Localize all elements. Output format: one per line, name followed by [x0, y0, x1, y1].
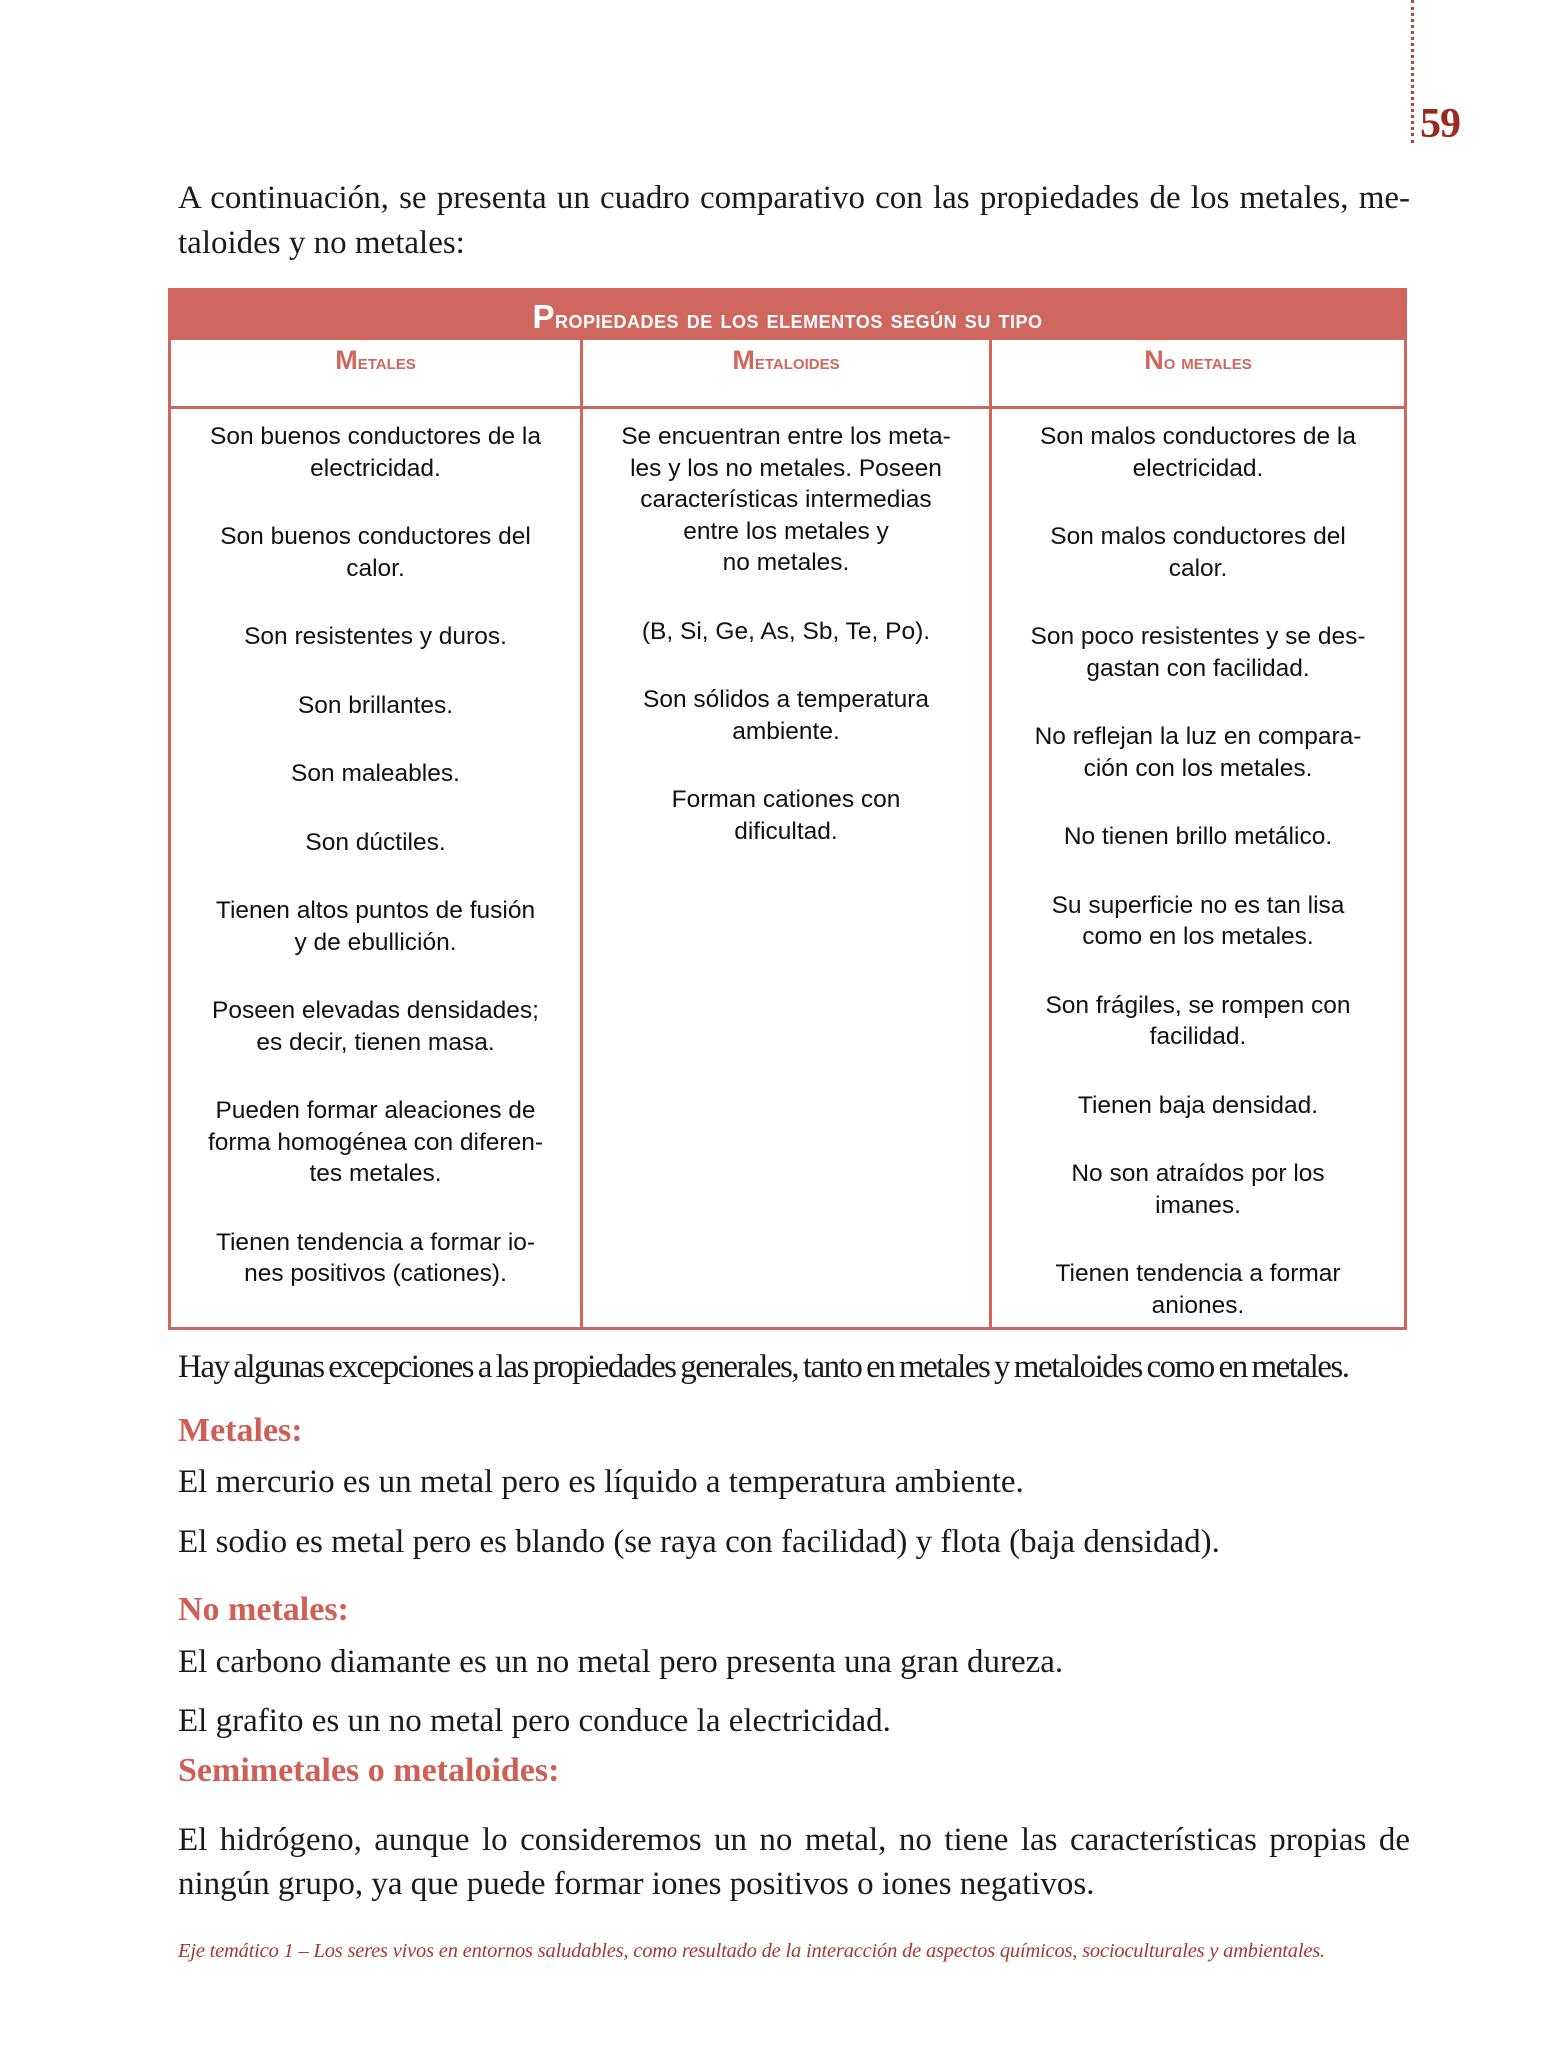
- property-item-line: electricidad.: [1132, 454, 1264, 482]
- property-item-line: Son resistentes y duros.: [244, 623, 507, 650]
- no-metales-exception-1: El carbono diamante es un no metal pero presenta una gran dureza.: [178, 1644, 1064, 1680]
- property-item: [179, 521, 572, 584]
- property-item-line: como en los metales.: [1082, 923, 1314, 950]
- no-metales-exception-2: El grafito es un no metal pero conduce la electricidad.: [178, 1703, 891, 1739]
- property-item: [179, 621, 572, 653]
- column-header-metales: [171, 340, 580, 409]
- property-item-line: es decir, tienen masa.: [256, 1028, 495, 1056]
- property-item-line: Tienen altos puntos de fusión: [215, 897, 536, 924]
- property-item-line: gastan con facilidad.: [1086, 654, 1310, 682]
- property-item: [1000, 1090, 1396, 1122]
- semimetales-paragraph: [178, 1818, 1410, 1906]
- column-header-initial: M: [732, 345, 755, 375]
- property-item-line: no metales.: [722, 549, 850, 576]
- property-item: [179, 690, 572, 722]
- property-item: [1000, 821, 1396, 853]
- intro-line-1: A continuación, se presenta un cuadro comparativo con las propiedades de los metales, me-: [178, 180, 1410, 216]
- intro-paragraph: [178, 176, 1410, 266]
- property-item-line: Tienen tendencia a formar: [1055, 1260, 1341, 1287]
- column-body-no-metales: [992, 409, 1404, 1321]
- column-header-rest: etaloides: [754, 351, 840, 374]
- property-item: [179, 1095, 572, 1190]
- property-item-line: Pueden formar aleaciones de: [215, 1097, 536, 1124]
- property-item-line: y de ebullición.: [294, 928, 457, 956]
- column-header-metaloides: [583, 340, 989, 409]
- property-item-line: aniones.: [1151, 1291, 1245, 1319]
- property-item-line: forma homogénea con diferen-: [207, 1128, 544, 1156]
- table-title-rest: ropiedades de los elementos según su tipo: [554, 304, 1043, 334]
- property-item: [179, 1227, 572, 1290]
- property-item: [1000, 521, 1396, 584]
- property-item-line: Son poco resistentes y se des-: [1030, 623, 1366, 650]
- metales-exception-1: El mercurio es un metal pero es líquido a temperatura ambiente.: [178, 1464, 1024, 1500]
- column-metales: [171, 340, 583, 1327]
- semimetales-line-2: ningún grupo, ya que puede formar iones positivos o iones negativos.: [178, 1866, 1095, 1902]
- column-no-metales: [992, 340, 1404, 1327]
- property-item-line: calor.: [346, 554, 405, 582]
- property-item-line: ambiente.: [732, 717, 840, 745]
- property-item-line: entre los metales y: [683, 517, 889, 545]
- property-item-line: Su superficie no es tan lisa: [1051, 891, 1345, 919]
- property-item-line: ción con los metales.: [1083, 754, 1313, 782]
- table-title-initial: P: [532, 298, 555, 335]
- property-item-line: No reflejan la luz en compara-: [1034, 723, 1362, 750]
- page-margin-dotted-rule: [1411, 0, 1414, 143]
- column-body-metales: [171, 409, 580, 1290]
- column-header-no-metales: [992, 340, 1404, 409]
- semimetales-line-1: El hidrógeno, aunque lo consideremos un no metal, no tiene las características propias de: [178, 1822, 1410, 1858]
- property-item-line: No tienen brillo metálico.: [1063, 823, 1333, 850]
- property-item-line: No son atraídos por los: [1071, 1160, 1325, 1187]
- properties-table: [168, 288, 1407, 1330]
- column-header-initial: M: [335, 345, 358, 375]
- property-item: [1000, 1158, 1396, 1221]
- column-header-rest: etales: [357, 351, 416, 374]
- property-item: [179, 995, 572, 1058]
- property-item: [591, 421, 981, 579]
- property-item-line: Son brillantes.: [297, 691, 454, 719]
- column-metaloides: [583, 340, 992, 1327]
- property-item-line: nes positivos (cationes).: [244, 1260, 507, 1287]
- property-item-line: Son maleables.: [291, 760, 460, 787]
- page-number: 59: [1420, 101, 1460, 147]
- property-item-line: Tienen tendencia a formar io-: [215, 1228, 536, 1256]
- property-item-line: características intermedias: [640, 486, 932, 513]
- property-item-line: Tienen baja densidad.: [1077, 1091, 1319, 1119]
- property-item-line: Son malos conductores del: [1050, 523, 1346, 550]
- property-item-line: Son buenos conductores de la: [210, 423, 541, 450]
- property-item-line: Poseen elevadas densidades;: [212, 997, 539, 1024]
- heading-metales: Metales:: [178, 1412, 303, 1449]
- table-title: [171, 291, 1404, 340]
- metales-exception-2: El sodio es metal pero es blando (se raya con facilidad) y flota (baja densidad).: [178, 1524, 1220, 1560]
- property-item-line: Forman cationes con: [671, 786, 901, 813]
- property-item: [1000, 1258, 1396, 1321]
- property-item-line: Son dúctiles.: [305, 828, 446, 856]
- property-item: [1000, 421, 1396, 484]
- property-item-line: electricidad.: [310, 454, 441, 482]
- column-body-metaloides: [583, 409, 989, 847]
- property-item: [591, 616, 981, 648]
- property-item-line: facilidad.: [1149, 1023, 1247, 1050]
- property-item-line: dificultad.: [734, 817, 838, 845]
- property-item: [179, 758, 572, 790]
- property-item-line: calor.: [1168, 554, 1228, 582]
- heading-no-metales: No metales:: [178, 1591, 349, 1628]
- property-item-line: tes metales.: [309, 1160, 442, 1187]
- exceptions-intro: Hay algunas excepciones a las propiedades generales, tanto en metales y metaloides como en metales.: [178, 1349, 1349, 1385]
- property-item: [1000, 721, 1396, 784]
- property-item-line: Son frágiles, se rompen con: [1045, 991, 1351, 1019]
- property-item: [1000, 990, 1396, 1053]
- property-item-line: Son buenos conductores del: [220, 523, 531, 550]
- property-item-line: les y los no metales. Poseen: [630, 454, 942, 482]
- footer-theme-caption: Eje temático 1 – Los seres vivos en entornos saludables, como resultado de la interacción de aspectos químicos, socioculturales y ambientales.: [178, 1940, 1325, 1962]
- property-item: [1000, 890, 1396, 953]
- property-item-line: Son sólidos a temperatura: [643, 686, 929, 713]
- property-item: [591, 784, 981, 847]
- property-item-line: imanes.: [1155, 1191, 1241, 1219]
- intro-line-2: taloides y no metales:: [178, 225, 465, 261]
- property-item: [179, 421, 572, 484]
- column-header-rest: o metales: [1163, 351, 1252, 374]
- property-item: [591, 684, 981, 747]
- property-item: [179, 895, 572, 958]
- property-item-line: (B, Si, Ge, As, Sb, Te, Po).: [641, 617, 931, 645]
- property-item: [179, 827, 572, 859]
- column-header-initial: N: [1144, 345, 1164, 375]
- property-item-line: Se encuentran entre los meta-: [621, 423, 951, 450]
- property-item: [1000, 621, 1396, 684]
- heading-semimetales: Semimetales o metaloides:: [178, 1752, 560, 1789]
- property-item-line: Son malos conductores de la: [1040, 423, 1356, 450]
